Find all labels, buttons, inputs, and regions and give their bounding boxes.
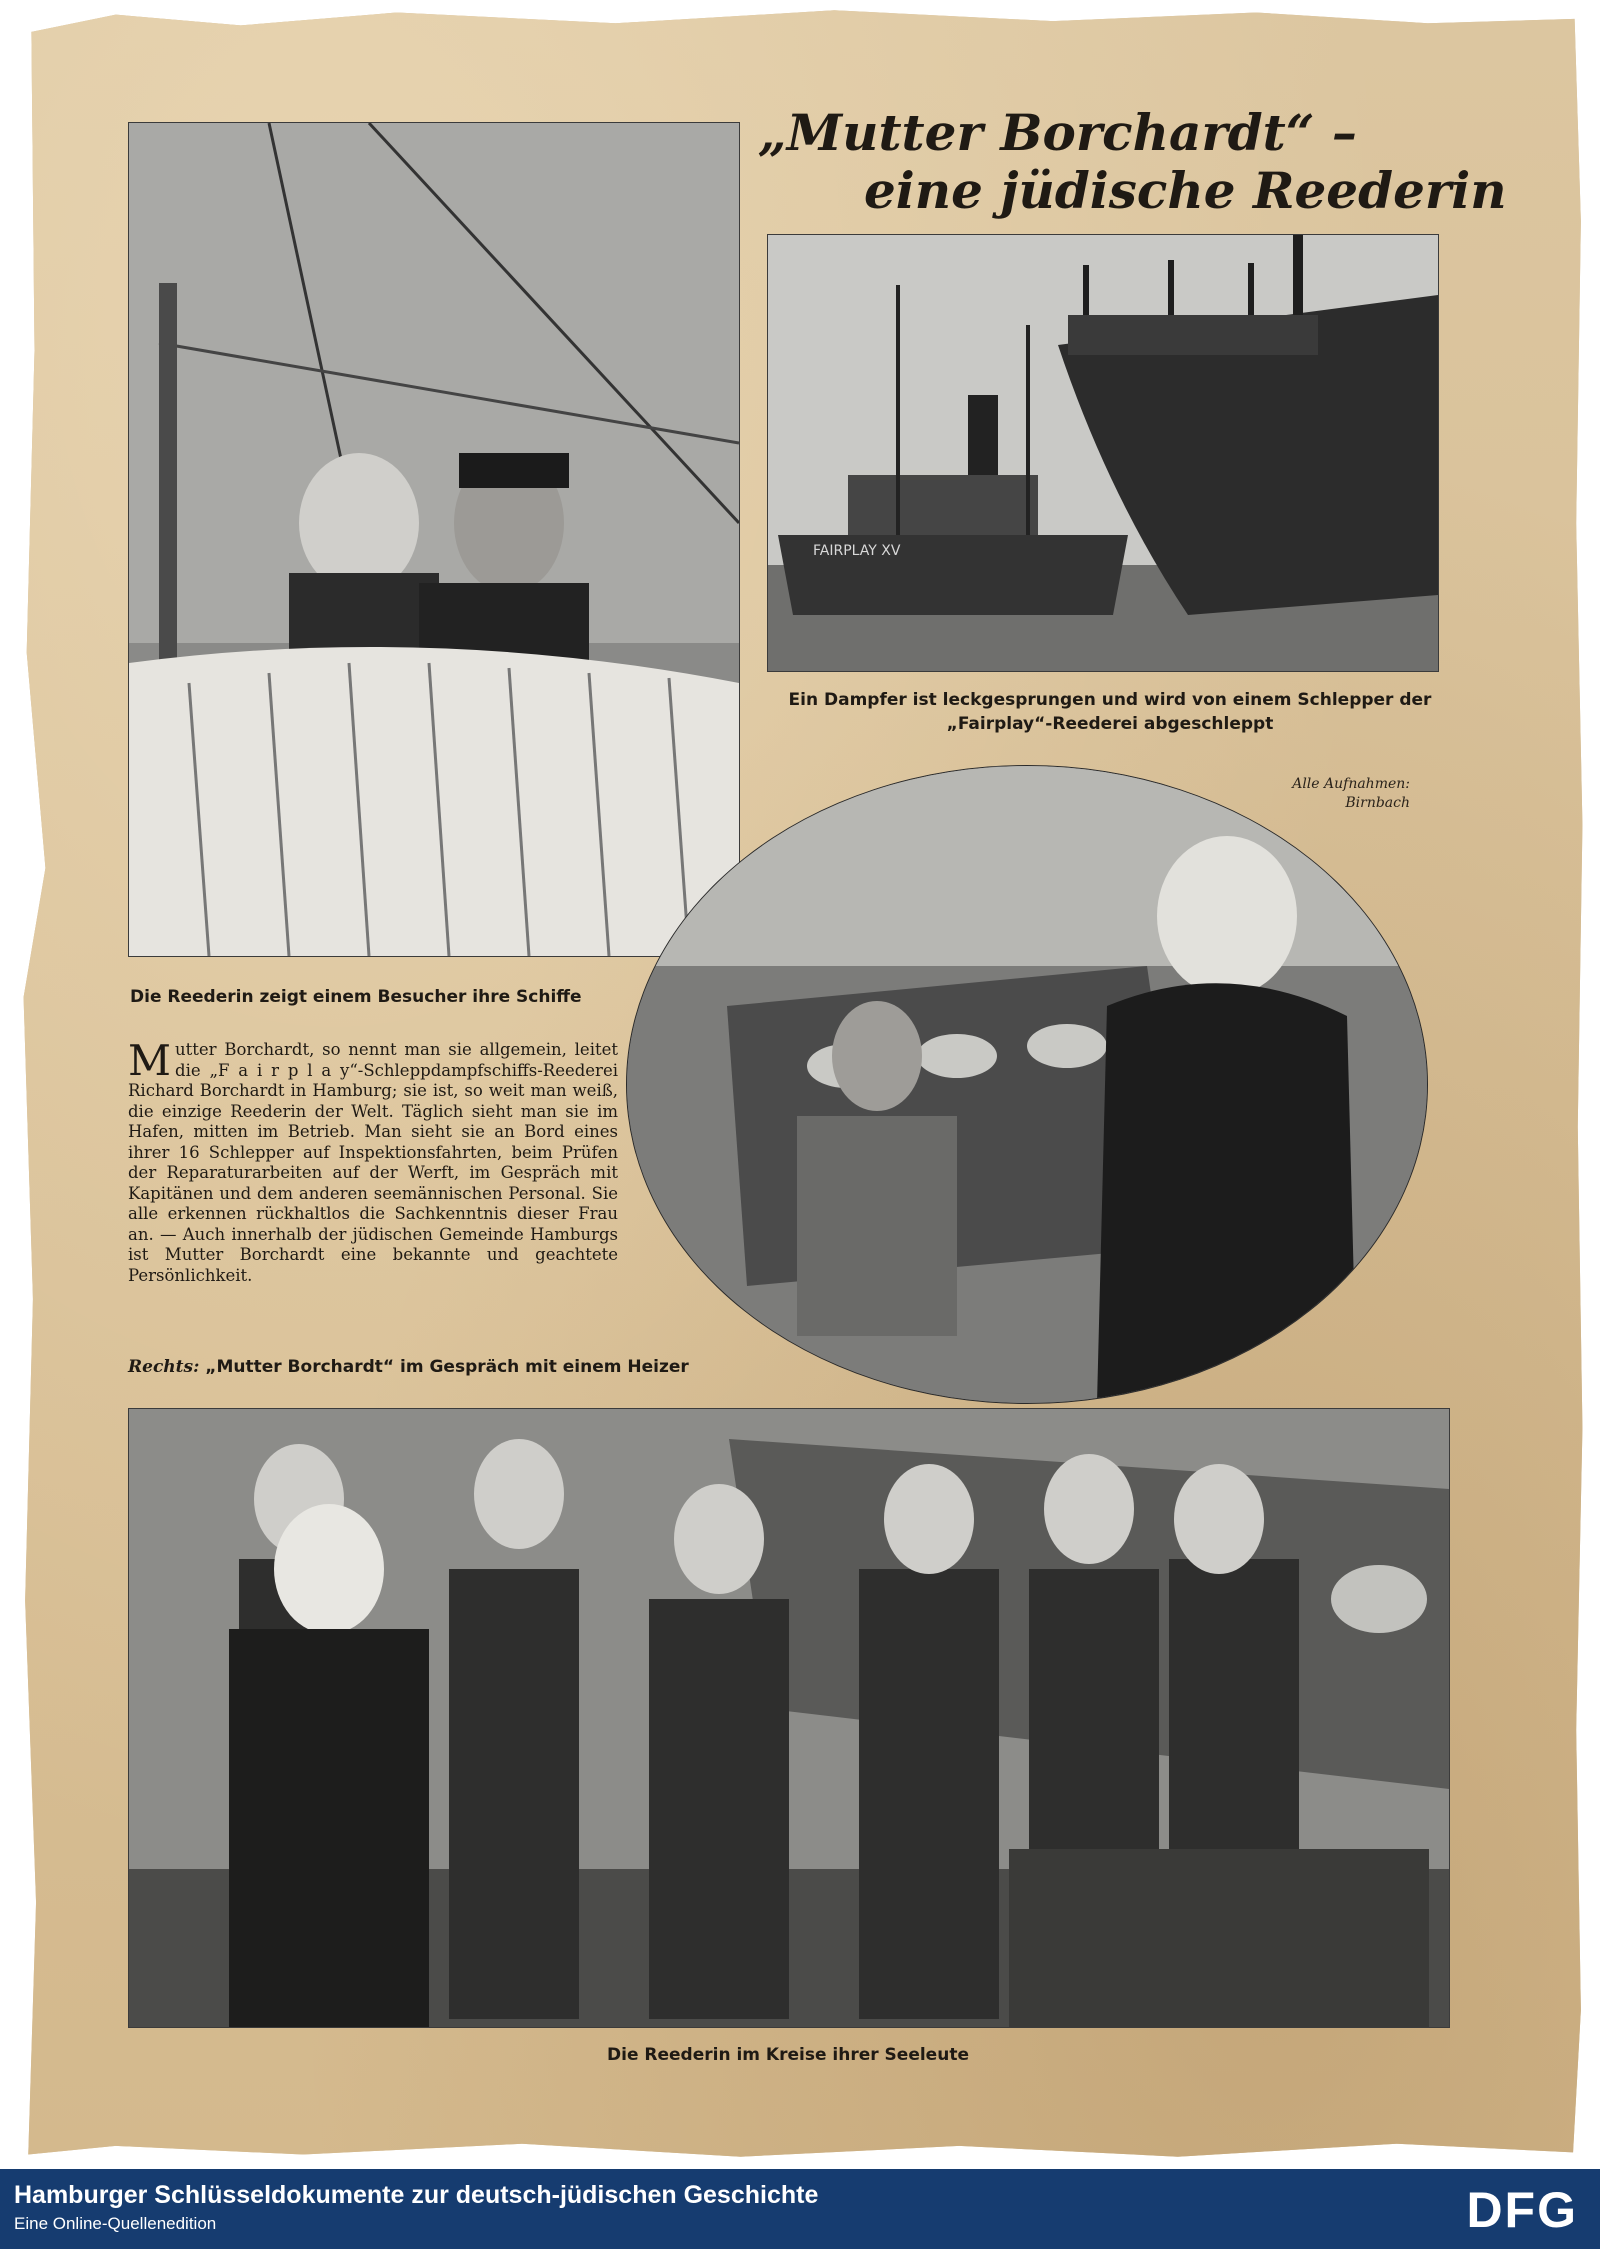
headline-line-1: „Mutter Borchardt“ – bbox=[758, 103, 1357, 162]
photo-owner-with-stoker bbox=[626, 765, 1428, 1404]
photo-credit bbox=[1210, 775, 1410, 813]
article-body bbox=[128, 1036, 618, 1286]
photo-tug-towing-steamer bbox=[767, 234, 1439, 672]
photo-credit-line-1: Alle Aufnahmen: bbox=[1292, 776, 1410, 792]
dfg-logo-text: DFG bbox=[1466, 2182, 1578, 2238]
caption-owner-stoker-prefix: Rechts: bbox=[128, 1357, 200, 1377]
caption-owner-sailors: Die Reederin im Kreise ihrer Seeleute bbox=[607, 2045, 969, 2065]
photo-credit-line-2: Birnbach bbox=[1345, 795, 1410, 811]
dfg-logo bbox=[1428, 2183, 1578, 2237]
caption-owner-stoker-text: „Mutter Borchardt“ im Gespräch mit einem Heizer bbox=[205, 1357, 689, 1377]
footer-title: Hamburger Schlüsseldokumente zur deutsch-jüdischen Geschichte bbox=[14, 2181, 819, 2209]
photo-owner-with-sailors bbox=[128, 1408, 1450, 2028]
tug-hull-label: FAIRPLAY XV bbox=[813, 543, 901, 559]
caption-owner-stoker bbox=[128, 1355, 738, 1379]
headline-line-2: eine jüdische Reederin bbox=[864, 161, 1507, 220]
caption-tug-photo: Ein Dampfer ist leckgesprungen und wird von einem Schlepper der „Fairplay“-Reederei abgeschleppt bbox=[788, 690, 1432, 734]
footer-banner bbox=[0, 2169, 1600, 2249]
footer-subtitle: Eine Online-Quellenedition bbox=[14, 2214, 217, 2233]
article-dropcap: M bbox=[128, 1036, 172, 1085]
photo-owner-with-visitor bbox=[128, 122, 740, 957]
caption-owner-visitor: Die Reederin zeigt einem Besucher ihre Schiffe bbox=[130, 987, 582, 1007]
article-body-text: utter Borchardt, so nennt man sie allgemein, leitet die „F a i r p l a y“-Schleppdampfschiffs-Reederei Richard Borchardt in Hamburg; sie ist, so weit man weiß, die einzige Reederin der Welt. Täglich sieht man sie im Hafen, mitten im Betrieb. Man sieht sie an Bord eines ihrer 16 Schlepper auf Inspektionsfahrten, beim Prüfen der Reparaturarbeiten auf der Werft, im Gespräch mit Kapitänen und dem anderen seemännischen Personal. Sie alle erkennen rückhaltlos die Sachkenntnis dieser Frau an. — Auch innerhalb der jüdischen Gemeinde Hamburgs ist Mutter Borchardt eine bekannte und geachtete Persönlichkeit. bbox=[128, 1040, 618, 1285]
